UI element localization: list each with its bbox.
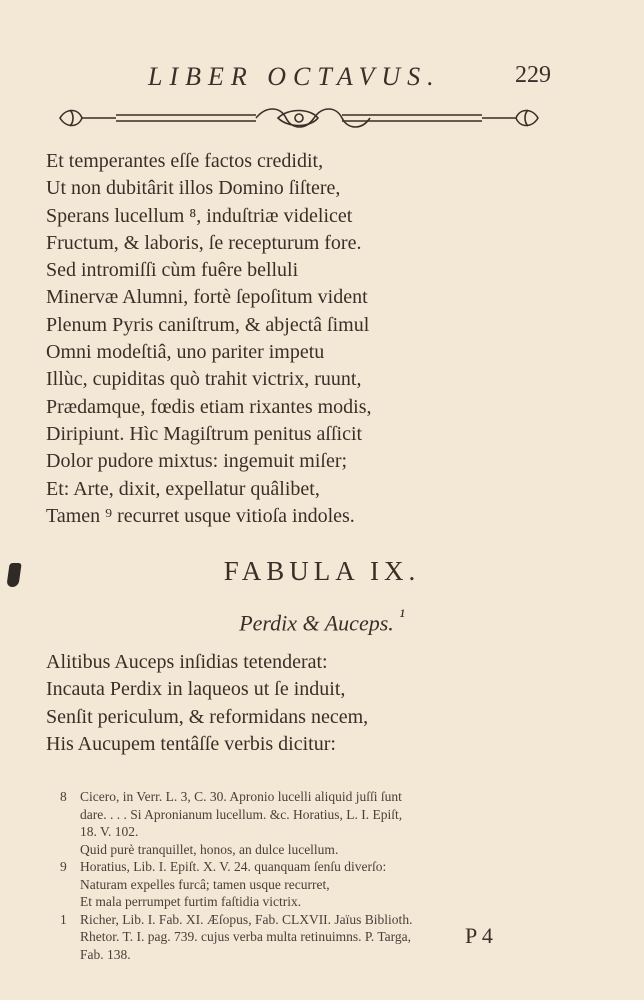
footnote-text: Naturam expelles furcâ; tamen usque recurret, bbox=[80, 876, 330, 892]
verse-line: His Aucupem tentâſſe verbis dicitur: bbox=[46, 732, 336, 755]
verse-line: Alitibus Auceps inſidias tetenderat: bbox=[46, 651, 328, 673]
footnote-line bbox=[58, 893, 558, 911]
footnote-number: 8 bbox=[60, 789, 67, 804]
verse-line: Diripiunt. Hìc Magiſtrum penitus aſſicit bbox=[46, 422, 363, 445]
footnote-number: 9 bbox=[60, 859, 67, 874]
verse-block-fable bbox=[46, 649, 368, 758]
verse-line: Tamen ⁹ recurret usque vitioſa indoles. bbox=[46, 504, 355, 527]
footnote-text: Cicero, in Verr. L. 3, C. 30. Apronio lucelli aliquid juſſi ſunt bbox=[80, 789, 402, 804]
footnote-text: Quid purè tranquillet, honos, an dulce lucellum. bbox=[80, 841, 339, 857]
verse-line: Plenum Pyris caniſtrum, & abjectâ ſimul bbox=[46, 313, 370, 336]
footnote-line bbox=[58, 788, 558, 806]
verse-line: Fructum, & laboris, ſe recepturum fore. bbox=[46, 231, 362, 254]
fable-title-note-ref: ¹ bbox=[399, 606, 405, 626]
verse-line: Ut non dubitârit illos Domino ſiſtere, bbox=[46, 177, 341, 200]
fable-title-text: Perdix & Auceps. bbox=[239, 610, 394, 636]
verse-line: Incauta Perdix in laqueos ut ſe induit, bbox=[46, 678, 346, 701]
signature-mark: P 4 bbox=[465, 923, 493, 948]
verse-line: Senſit periculum, & reformidans necem, bbox=[46, 705, 369, 728]
verse-line: Et temperantes eſſe factos credidit, bbox=[46, 150, 324, 172]
footnote-number: 1 bbox=[60, 911, 67, 927]
verse-line: Prædamque, fœdis etiam rixantes modis, bbox=[46, 395, 372, 418]
footnote-line bbox=[58, 876, 558, 894]
footnote-text: Fab. 138. bbox=[80, 946, 131, 962]
footnote-text: Horatius, Lib. I. Epiſt. X. V. 24. quanquam ſenſu diverſo: bbox=[80, 859, 387, 874]
running-title: LIBER OCTAVUS. bbox=[148, 62, 441, 91]
footnote-line bbox=[58, 841, 558, 859]
footnote-text: 18. V. 102. bbox=[80, 824, 139, 839]
footnote-text: dare. . . . Si Apronianum lucellum. &c. Horatius, L. I. Epiſt, bbox=[80, 806, 403, 822]
verse-line: Et: Arte, dixit, expellatur quâlibet, bbox=[46, 477, 320, 500]
verse-line: Illùc, cupiditas quò trahit victrix, ruunt, bbox=[46, 368, 362, 391]
verse-line: Minervæ Alumni, fortè ſepoſitum vident bbox=[46, 286, 368, 309]
footnote-text: Richer, Lib. I. Fab. XI. Æſopus, Fab. CLXVII. Jaïus Biblioth. bbox=[80, 911, 413, 927]
page-number: 229 bbox=[515, 62, 551, 88]
footnote-text: Et mala perrumpet furtim faſtidia victrix. bbox=[80, 894, 302, 909]
verse-line: Sed intromiſſi cùm fuêre belluli bbox=[46, 259, 299, 282]
footnote-line bbox=[58, 823, 558, 841]
fable-heading: FABULA IX. bbox=[223, 556, 421, 586]
verse-line: Sperans lucellum ⁸, induſtriæ videlicet bbox=[46, 204, 353, 227]
verse-block-before-fable bbox=[46, 148, 372, 530]
footnote-text: Rhetor. T. I. pag. 739. cujus verba multa retinuimns. P. Targa, bbox=[80, 929, 412, 944]
footnote-line bbox=[58, 806, 558, 824]
verse-line: Omni modeſtiâ, uno pariter impetu bbox=[46, 341, 325, 364]
footnote-line bbox=[58, 858, 558, 876]
verse-line: Dolor pudore mixtus: ingemuit miſer; bbox=[46, 450, 348, 473]
fable-title bbox=[0, 606, 644, 636]
ornamental-rule bbox=[56, 104, 542, 132]
running-head bbox=[0, 58, 644, 98]
